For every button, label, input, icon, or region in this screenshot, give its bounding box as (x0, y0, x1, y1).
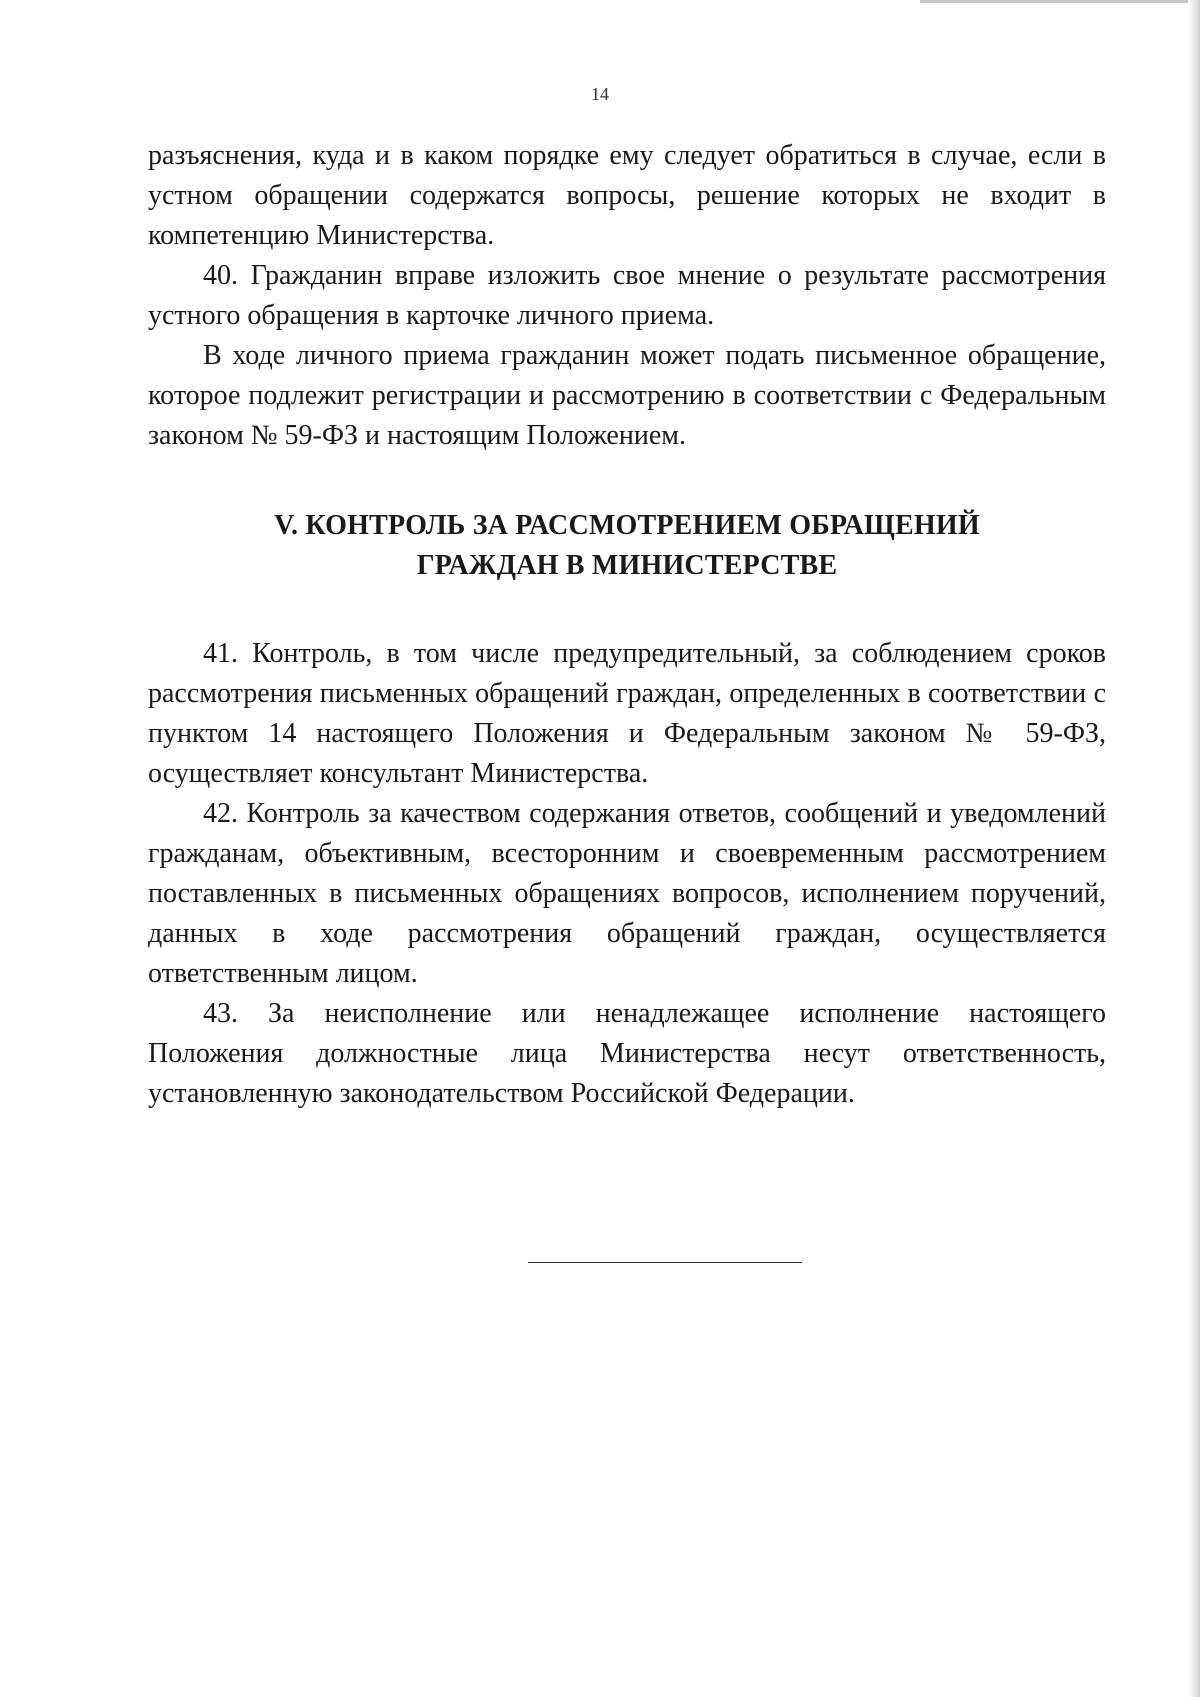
page-number: 14 (591, 84, 609, 104)
end-of-document-rule (528, 1262, 802, 1263)
paragraph-43: 43. За неисполнение или ненадлежащее исполнение настоящего Положения должностные лица Министерства несут ответственность, установленную законодательством Российской Федерации. (148, 998, 1106, 1109)
paragraph-personal-reception: В ходе личного приема гражданин может подать письменное обращение, которое подлежит регистрации и рассмотрению в соответствии с Федеральным законом № 59-ФЗ и настоящим Положением. (148, 340, 1106, 451)
paragraph-42: 42. Контроль за качеством содержания ответов, сообщений и уведомлений гражданам, объективным, всесторонним и своевременным рассмотрением поставленных в письменных обращениях вопросов, исполнением поручений, данных в ходе рассмотрения обращений граждан, осуществляется ответственным лицом. (148, 798, 1106, 989)
document-body (148, 136, 1106, 1114)
scan-edge-right (1188, 0, 1200, 1697)
section-heading-line-1: V. КОНТРОЛЬ ЗА РАССМОТРЕНИЕМ ОБРАЩЕНИЙ (274, 510, 980, 541)
section-heading-line-2: ГРАЖДАН В МИНИСТЕРСТВЕ (416, 550, 838, 581)
scan-edge-top (920, 0, 1200, 3)
paragraph-41: 41. Контроль, в том числе предупредительный, за соблюдением сроков рассмотрения письменных обращений граждан, определенных в соответствии с пунктом 14 настоящего Положения и Федеральным законом № 59-ФЗ, осуществляет консультант Министерства. (148, 638, 1106, 789)
paragraph-continuation: разъяснения, куда и в каком порядке ему следует обратиться в случае, если в устном обращении содержатся вопросы, решение которых не входит в компетенцию Министерства. (148, 140, 1106, 251)
section-heading (148, 506, 1106, 586)
paragraph-40: 40. Гражданин вправе изложить свое мнение о результате рассмотрения устного обращения в карточке личного приема. (148, 260, 1106, 331)
